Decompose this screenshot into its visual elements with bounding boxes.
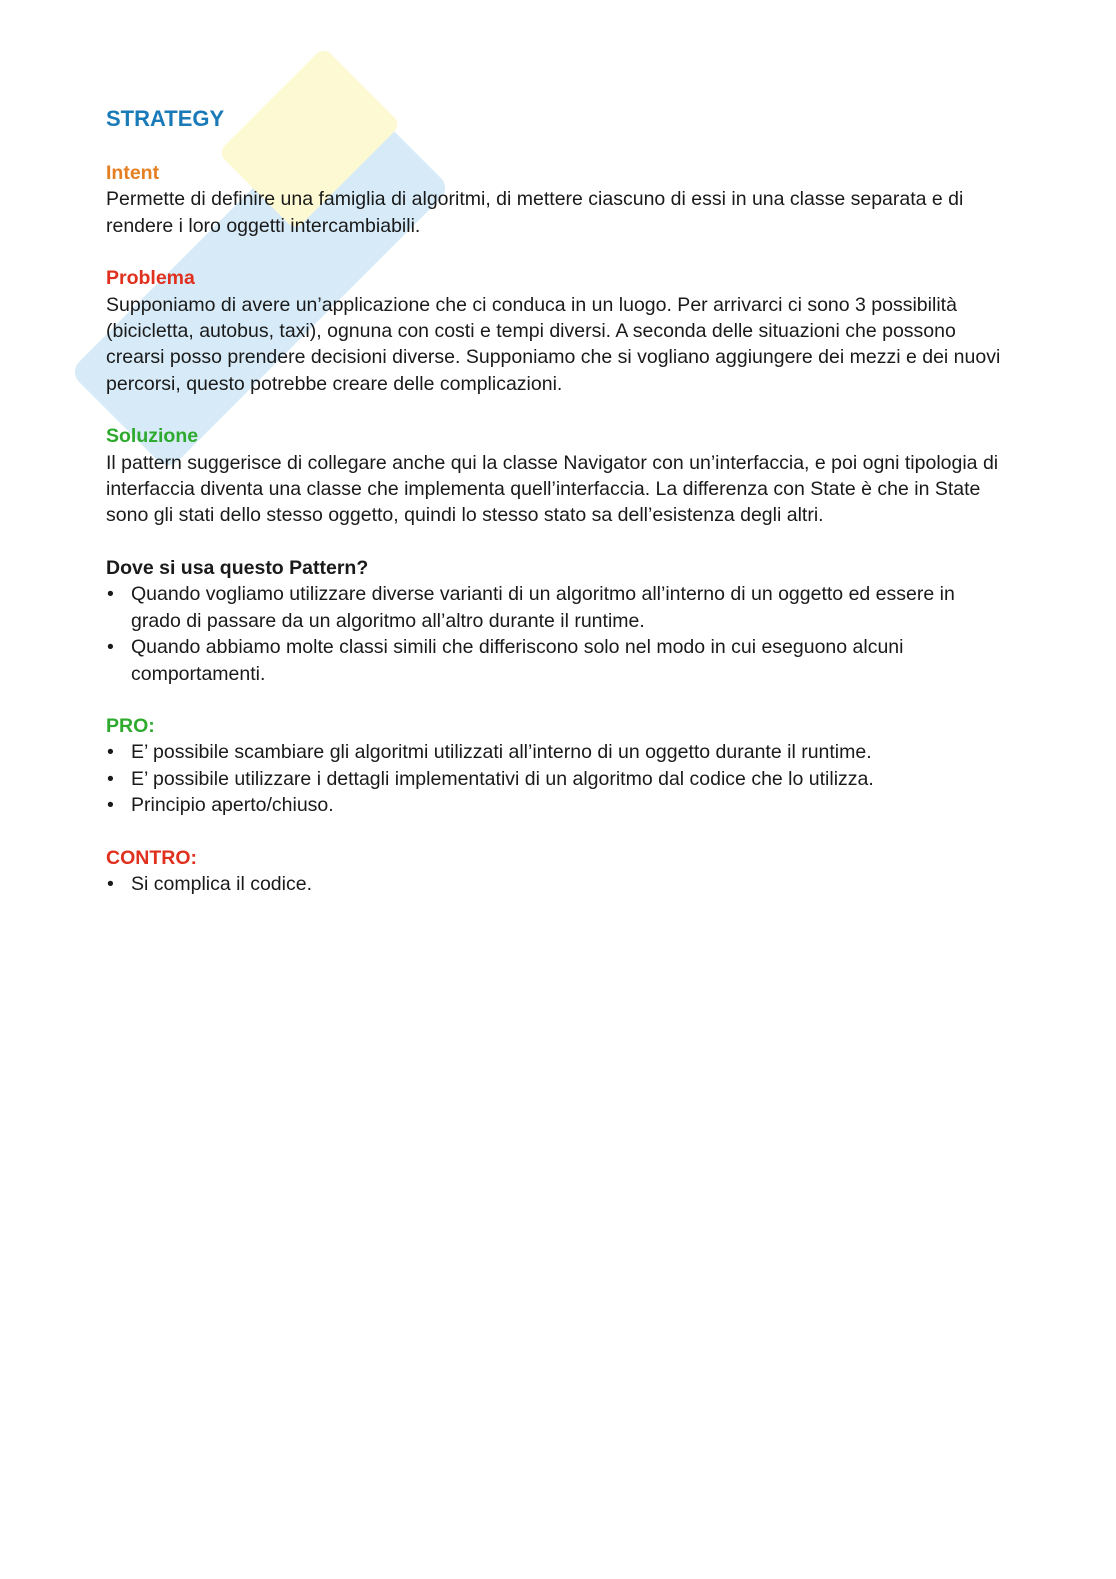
pro-list — [106, 739, 1006, 818]
problema-heading: Problema — [106, 267, 195, 290]
list-item: • Principio aperto/chiuso. — [131, 792, 1006, 818]
soluzione-text: Il pattern suggerisce di collegare anche qui la classe Navigator con un’interfaccia, e poi ogni tipologia di interfaccia diventa una classe che implementa quell’interfaccia. La differenza con State è che in State sono gli stati dello stesso oggetto, quindi lo stesso stato sa dell’esistenza degli altri. — [106, 451, 999, 527]
list-item: • Si complica il codice. — [131, 871, 1006, 897]
dove-heading: Dove si usa questo Pattern? — [106, 556, 369, 579]
pro-heading: PRO: — [106, 714, 155, 737]
document-body — [106, 104, 1006, 923]
list-item: • E’ possibile scambiare gli algoritmi utilizzati all’interno di un oggetto durante il runtime. — [131, 739, 1006, 765]
list-item: • Quando abbiamo molte classi simili che differiscono solo nel modo in cui eseguono alcuni comportamenti. — [131, 634, 1006, 687]
intent-heading: Intent — [106, 162, 160, 184]
contro-heading: CONTRO: — [106, 846, 197, 869]
dove-list — [106, 581, 1006, 687]
list-item: • Quando vogliamo utilizzare diverse varianti di un algoritmo all’interno di un oggetto ed essere in grado di passare da un algoritmo all’altro durante il runtime. — [131, 581, 1006, 634]
contro-list — [106, 871, 1006, 897]
soluzione-heading: Soluzione — [106, 425, 199, 448]
list-item: • E’ possibile utilizzare i dettagli implementativi di un algoritmo dal codice che lo utilizza. — [131, 766, 1006, 792]
intent-text: Permette di definire una famiglia di algoritmi, di mettere ciascuno di essi in una classe separata e di rendere i loro oggetti intercambiabili. — [106, 188, 964, 237]
problema-text: Supponiamo di avere un’applicazione che ci conduca in un luogo. Per arrivarci ci sono 3 possibilità (bicicletta, autobus, taxi), ognuna con costi e tempi diversi. A seconda delle situazioni che possono crearsi posso prendere decisioni diverse. Supponiamo che si vogliano aggiungere dei mezzi e dei nuovi percorsi, questo potrebbe creare delle complicazioni. — [106, 293, 1001, 395]
page-title: STRATEGY — [106, 106, 225, 131]
